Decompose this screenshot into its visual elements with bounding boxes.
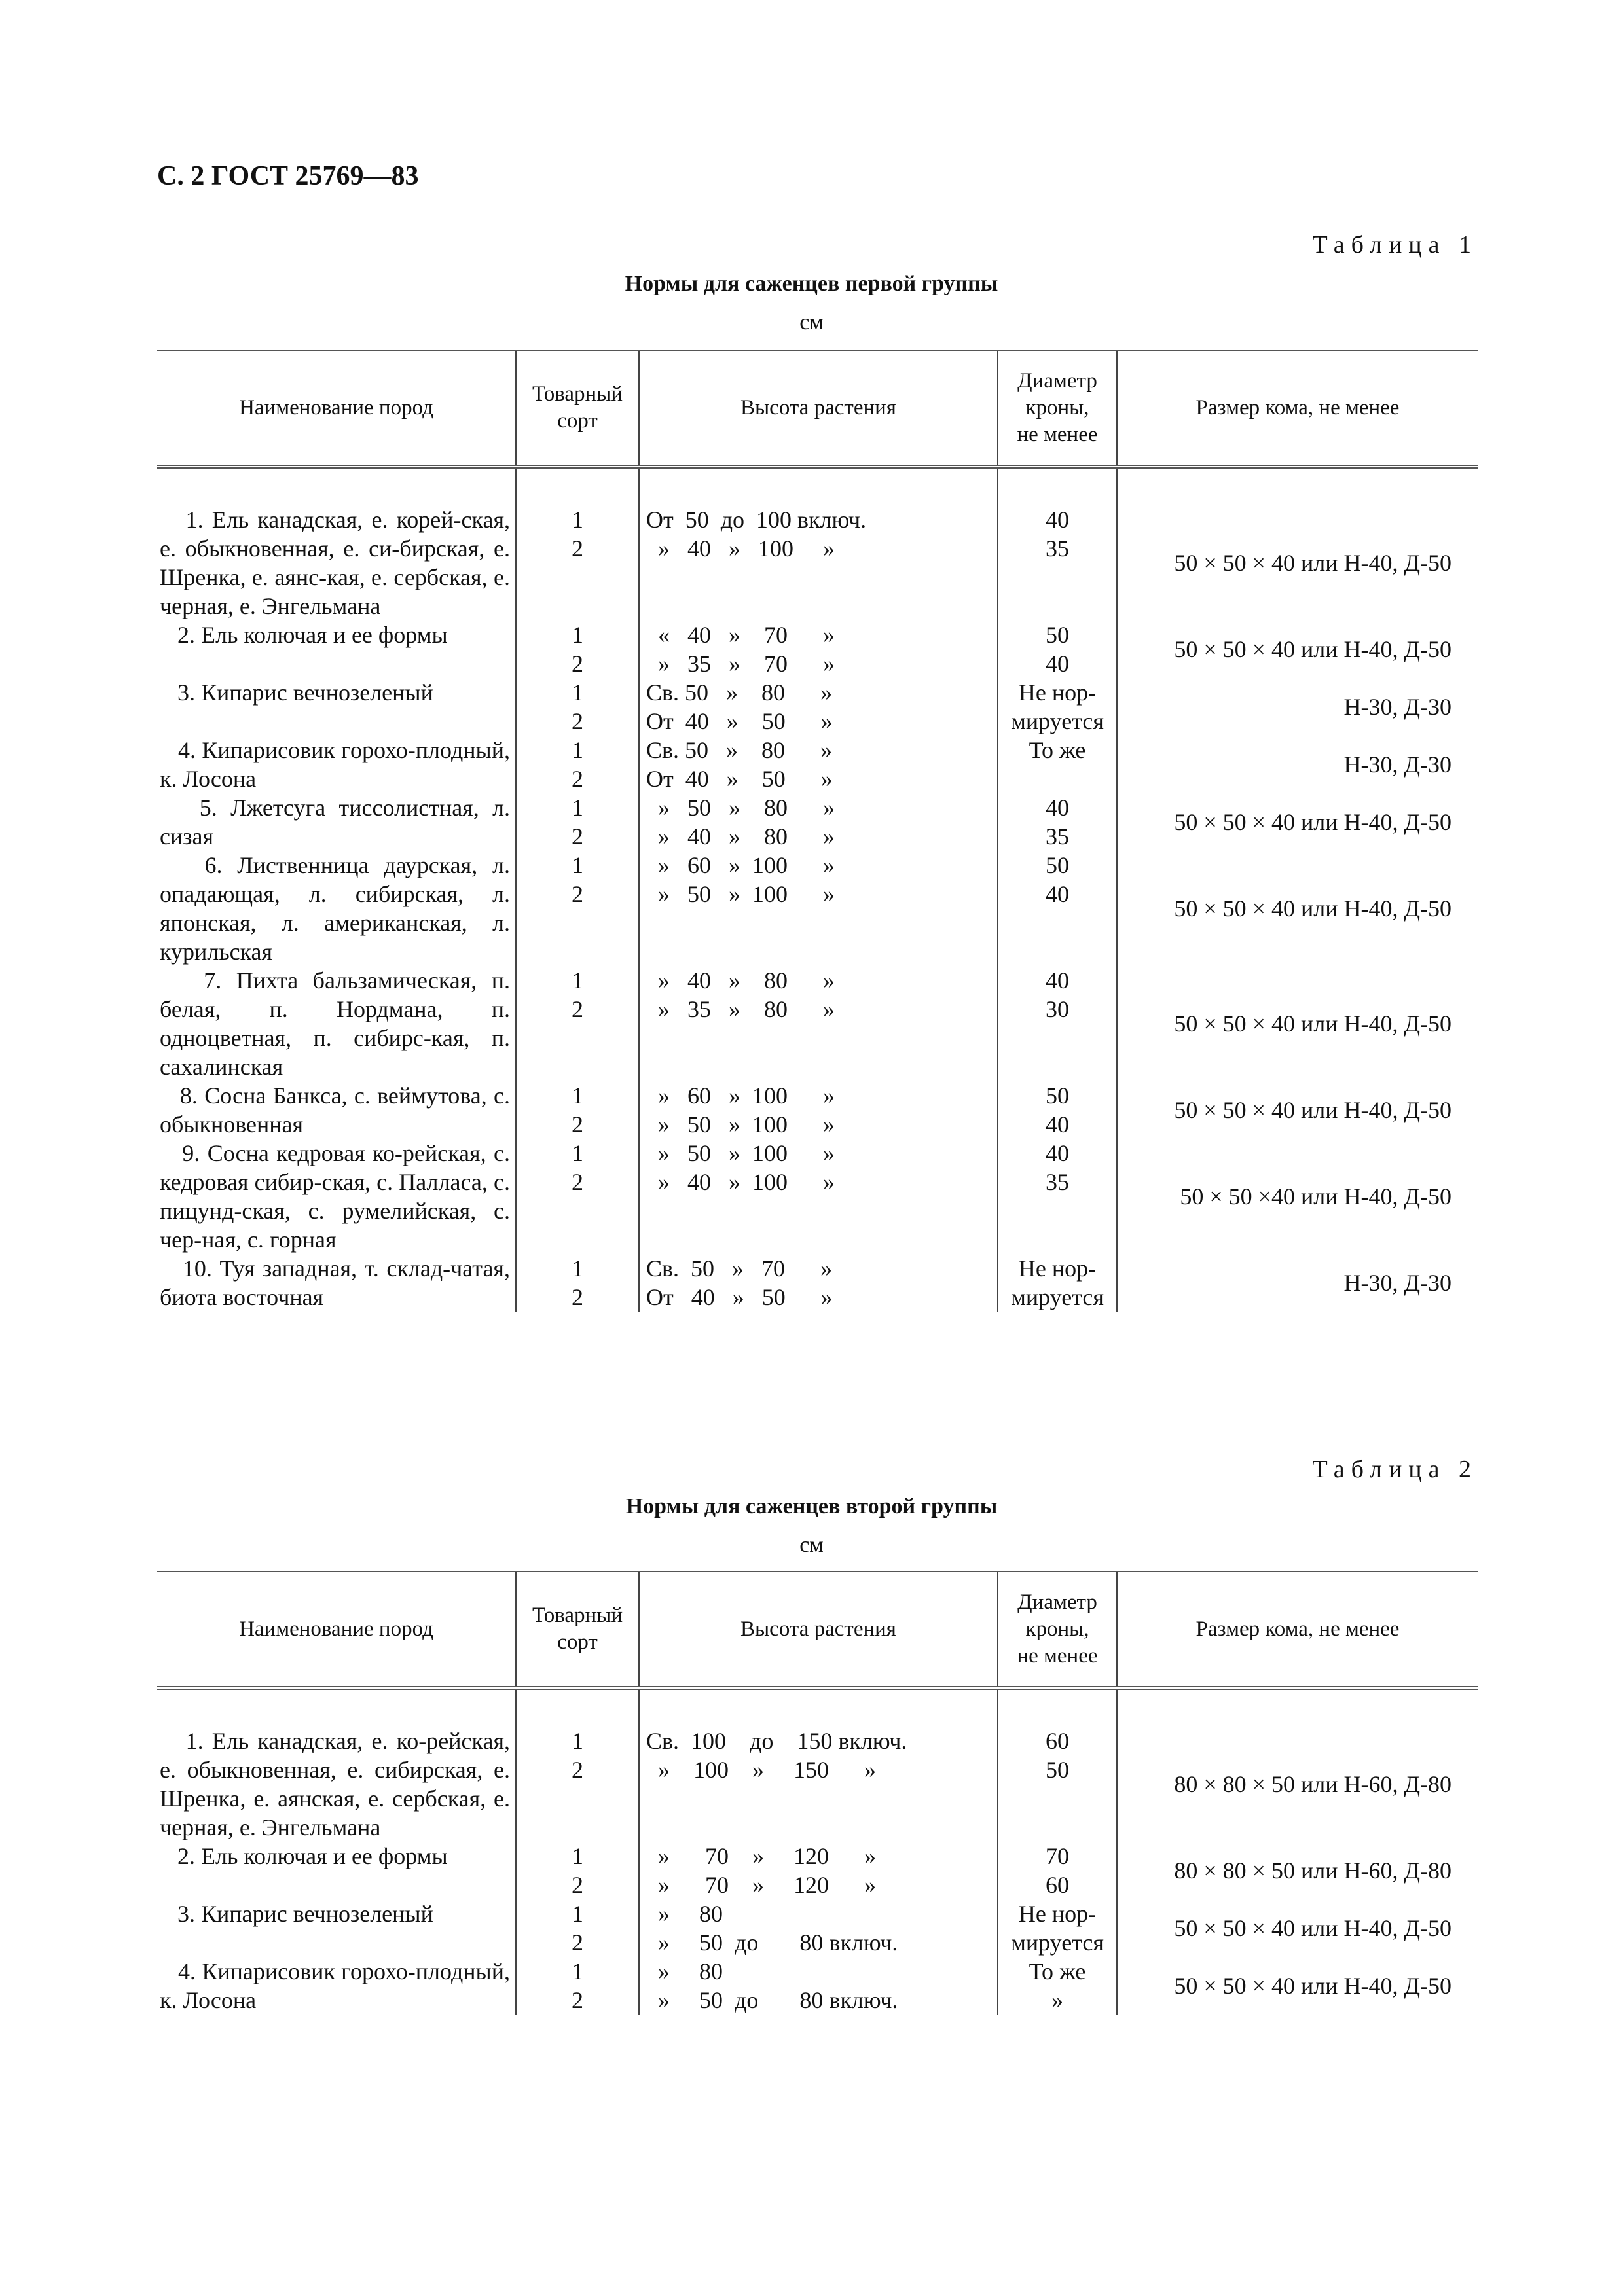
cell-height-line: » 35 » 80 »	[646, 996, 835, 1022]
cell-height-line: От 40 » 50 »	[646, 1284, 833, 1310]
cell-crown	[998, 1081, 1117, 1139]
cell-crown-line: 50	[1046, 852, 1069, 878]
cell-name: 9. Сосна кедровая ко-рейская, с. кедровая сибир-ская, с. Палласа, с. пицунд-ская, с. румелийская, с. чер-ная, с. горная	[160, 1140, 510, 1253]
cell-crown-line: 50	[1046, 1083, 1069, 1109]
cell-ball	[1117, 1957, 1478, 2015]
cell-sort-line: 2	[572, 1929, 583, 1956]
cell-ball	[1117, 620, 1478, 678]
cell-crown	[998, 1842, 1117, 1899]
cell-sort-line: 2	[572, 881, 583, 907]
table-row	[157, 1899, 1478, 1957]
cell-name: 10. Туя западная, т. склад-чатая, биота восточная	[160, 1255, 510, 1310]
cell-sort-line: 1	[572, 1083, 583, 1109]
cell-crown-line: Не нор-	[1018, 679, 1097, 706]
cell-height-line: » 70 » 120 »	[646, 1843, 876, 1869]
cell-sort-line: 1	[572, 507, 583, 533]
cell-crown	[998, 467, 1117, 620]
cell-crown-line: мируется	[1011, 1929, 1104, 1956]
cell-sort	[516, 1957, 639, 2015]
col-header-line: не менее	[1017, 1643, 1098, 1668]
cell-crown-line: Не нор-	[1018, 1901, 1097, 1927]
col-header-line: не менее	[1017, 422, 1098, 446]
cell-crown-line: 40	[1046, 795, 1069, 821]
col-header-line: Высота растения	[740, 395, 896, 420]
cell-ball-line: 80 × 80 × 50 или Н-60, Д-80	[1174, 1771, 1451, 1797]
cell-height	[639, 1957, 998, 2015]
cell-ball-line: 50 × 50 × 40 или Н-40, Д-50	[1174, 636, 1451, 662]
cell-sort-line: 2	[572, 1757, 583, 1783]
cell-height-line: « 40 » 70 »	[646, 622, 835, 648]
col-header-line: сорт	[557, 1630, 598, 1654]
cell-height-line: » 60 » 100 »	[646, 852, 835, 878]
cell-name: 1. Ель канадская, е. ко-рейская, е. обыкновенная, е. сибирская, е. Шренка, е. аянская, е. сербская, е. черная, е. Энгельмана	[160, 1728, 510, 1840]
cell-height-line: » 50 » 100 »	[646, 881, 835, 907]
cell-height-line: » 50 до 80 включ.	[646, 1987, 898, 2013]
cell-sort	[516, 1688, 639, 1842]
cell-height-line: » 80	[646, 1958, 723, 1984]
page-header: С. 2 ГОСТ 25769—83	[157, 161, 419, 191]
cell-crown-line: 60	[1046, 1728, 1069, 1754]
cell-sort-line: 1	[572, 852, 583, 878]
cell-height-line: » 80	[646, 1901, 723, 1927]
cell-ball	[1117, 467, 1478, 620]
cell-height	[639, 736, 998, 793]
col-header-line: Диаметр	[1017, 1590, 1097, 1614]
cell-sort-line: 2	[572, 1872, 583, 1898]
cell-crown	[998, 1688, 1117, 1842]
cell-ball	[1117, 793, 1478, 851]
cell-height	[639, 678, 998, 736]
cell-sort-line: 1	[572, 967, 583, 994]
col-header-sort	[516, 350, 639, 467]
cell-ball-line: Н-30, Д-30	[1343, 751, 1451, 778]
table-row	[157, 1688, 1478, 1842]
cell-ball	[1117, 736, 1478, 793]
cell-crown	[998, 1139, 1117, 1254]
cell-ball-line: Н-30, Д-30	[1343, 1270, 1451, 1296]
cell-name: 7. Пихта бальзамическая, п. белая, п. Нордмана, п. одноцветная, п. сибирс-кая, п. сахалинская	[160, 967, 510, 1080]
table-row	[157, 1957, 1478, 2015]
cell-sort-line: 1	[572, 1843, 583, 1869]
cell-crown-line: мируется	[1011, 708, 1104, 734]
cell-sort	[516, 467, 639, 620]
table-row	[157, 1254, 1478, 1312]
cell-height-line: Св. 50 » 70 »	[646, 1255, 833, 1282]
cell-name: 3. Кипарис вечнозеленый	[160, 1901, 433, 1927]
cell-crown-line: 40	[1046, 1111, 1069, 1138]
cell-name: 6. Лиственница даурская, л. опадающая, л. сибирская, л. японская, л. американская, л. курильская	[160, 852, 510, 965]
cell-sort-line: 1	[572, 737, 583, 763]
cell-height	[639, 620, 998, 678]
col-header-line: Наименование пород	[239, 1617, 433, 1641]
col-header-crown	[998, 350, 1117, 467]
cell-sort	[516, 736, 639, 793]
col-header-ball	[1117, 350, 1478, 467]
col-header-line: Диаметр	[1017, 368, 1097, 393]
cell-height	[639, 1081, 998, 1139]
cell-height-line: » 50 » 100 »	[646, 1111, 835, 1138]
cell-crown	[998, 1254, 1117, 1312]
cell-crown	[998, 620, 1117, 678]
cell-sort	[516, 851, 639, 966]
col-header-line: Товарный	[532, 1604, 623, 1627]
cell-sort-line: 1	[572, 1901, 583, 1927]
cell-height-line: От 40 » 50 »	[646, 766, 833, 792]
cell-height	[639, 966, 998, 1081]
cell-sort-line: 2	[572, 1987, 583, 2013]
cell-sort-line: 1	[572, 1255, 583, 1282]
cell-sort	[516, 620, 639, 678]
table-row	[157, 620, 1478, 678]
cell-crown	[998, 851, 1117, 966]
cell-sort-line: 2	[572, 651, 583, 677]
cell-sort	[516, 1081, 639, 1139]
cell-height	[639, 1899, 998, 1957]
col-header-line: Размер кома, не менее	[1195, 395, 1400, 420]
table-row	[157, 793, 1478, 851]
col-header-height	[639, 350, 998, 467]
cell-ball-line: 50 × 50 × 40 или Н-40, Д-50	[1174, 550, 1451, 576]
cell-height-line: » 50 до 80 включ.	[646, 1929, 898, 1956]
cell-sort-line: 1	[572, 1728, 583, 1754]
cell-crown-line: 30	[1046, 996, 1069, 1022]
cell-sort-line: 1	[572, 1958, 583, 1984]
cell-height	[639, 467, 998, 620]
cell-ball	[1117, 851, 1478, 966]
cell-ball-line: 50 × 50 ×40 или Н-40, Д-50	[1180, 1183, 1451, 1210]
cell-sort	[516, 1899, 639, 1957]
cell-sort	[516, 1139, 639, 1254]
cell-ball-line: 80 × 80 × 50 или Н-60, Д-80	[1174, 1857, 1451, 1884]
cell-height	[639, 851, 998, 966]
table-2-title: Нормы для саженцев второй группы	[625, 1494, 998, 1518]
cell-crown-line: 35	[1046, 535, 1069, 562]
cell-crown-line: »	[1051, 1987, 1063, 2013]
cell-ball-line: Н-30, Д-30	[1343, 694, 1451, 720]
col-header-line: кроны,	[1025, 1617, 1089, 1641]
cell-sort-line: 2	[572, 535, 583, 562]
cell-ball-line: 50 × 50 × 40 или Н-40, Д-50	[1174, 809, 1451, 835]
col-header-crown	[998, 1571, 1117, 1688]
cell-crown-line: Не нор-	[1018, 1255, 1097, 1282]
cell-ball-line: 50 × 50 × 40 или Н-40, Д-50	[1174, 1915, 1451, 1941]
cell-name: 5. Лжетсуга тиссолистная, л. сизая	[160, 795, 510, 850]
cell-crown-line: 50	[1046, 622, 1069, 648]
table-row	[157, 1842, 1478, 1899]
cell-height-line: » 40 » 100 »	[646, 1169, 835, 1195]
cell-ball	[1117, 1139, 1478, 1254]
cell-sort-line: 2	[572, 766, 583, 792]
cell-height-line: От 50 до 100 включ.	[646, 507, 867, 533]
cell-height-line: » 50 » 100 »	[646, 1140, 835, 1166]
cell-ball	[1117, 1842, 1478, 1899]
cell-ball	[1117, 1081, 1478, 1139]
cell-height-line: » 35 » 70 »	[646, 651, 835, 677]
table-row	[157, 1081, 1478, 1139]
cell-ball	[1117, 678, 1478, 736]
cell-height-line: Св. 100 до 150 включ.	[646, 1728, 907, 1754]
cell-sort-line: 1	[572, 795, 583, 821]
cell-crown	[998, 1957, 1117, 2015]
cell-name: 4. Кипарисовик горохо-плодный, к. Лосона	[160, 1958, 510, 2013]
cell-name: 4. Кипарисовик горохо-плодный, к. Лосона	[160, 737, 510, 792]
cell-height-line: » 40 » 80 »	[646, 967, 835, 994]
table-2-unit: см	[799, 1533, 824, 1557]
col-header-line: Размер кома, не менее	[1195, 1617, 1400, 1641]
table-row	[157, 966, 1478, 1081]
cell-crown-line: 35	[1046, 1169, 1069, 1195]
col-header-species	[157, 350, 516, 467]
cell-height-line: » 70 » 120 »	[646, 1872, 876, 1898]
cell-sort-line: 2	[572, 996, 583, 1022]
table-1-label: Таблица 1	[1312, 231, 1478, 259]
cell-height	[639, 1688, 998, 1842]
cell-height-line: » 40 » 100 »	[646, 535, 835, 562]
cell-crown-line: 70	[1046, 1843, 1069, 1869]
cell-crown-line: мируется	[1011, 1284, 1104, 1310]
cell-ball-line: 50 × 50 × 40 или Н-40, Д-50	[1174, 1011, 1451, 1037]
table-row	[157, 851, 1478, 966]
cell-height	[639, 1842, 998, 1899]
table-1-unit: см	[799, 310, 824, 334]
cell-crown-line: 40	[1046, 881, 1069, 907]
cell-crown-line: То же	[1029, 1958, 1086, 1984]
cell-crown-line: 60	[1046, 1872, 1069, 1898]
cell-crown-line: 40	[1046, 651, 1069, 677]
cell-height	[639, 1139, 998, 1254]
col-header-ball	[1117, 1571, 1478, 1688]
col-header-height	[639, 1571, 998, 1688]
table-1-title: Нормы для саженцев первой группы	[625, 272, 998, 296]
cell-height-line: Св. 50 » 80 »	[646, 737, 833, 763]
cell-ball	[1117, 966, 1478, 1081]
cell-sort-line: 1	[572, 622, 583, 648]
cell-crown-line: 50	[1046, 1757, 1069, 1783]
col-header-sort	[516, 1571, 639, 1688]
table-row	[157, 467, 1478, 620]
cell-crown-line: 40	[1046, 507, 1069, 533]
col-header-line: Наименование пород	[239, 395, 433, 420]
cell-height-line: Св. 50 » 80 »	[646, 679, 833, 706]
table-row	[157, 678, 1478, 736]
cell-height-line: От 40 » 50 »	[646, 708, 833, 734]
cell-height	[639, 1254, 998, 1312]
cell-ball-line: 50 × 50 × 40 или Н-40, Д-50	[1174, 1973, 1451, 1999]
cell-name: 2. Ель колючая и ее формы	[160, 1843, 448, 1869]
cell-height-line: » 60 » 100 »	[646, 1083, 835, 1109]
table-2	[157, 1571, 1478, 2015]
cell-height	[639, 793, 998, 851]
cell-sort	[516, 966, 639, 1081]
table-1	[157, 350, 1478, 1312]
cell-height-line: » 100 » 150 »	[646, 1757, 876, 1783]
cell-name: 1. Ель канадская, е. корей-ская, е. обыкновенная, е. си-бирская, е. Шренка, е. аянс-кая, е. сербская, е. черная, е. Энгельмана	[160, 507, 510, 619]
cell-name: 2. Ель колючая и ее формы	[160, 622, 448, 648]
cell-crown-line: 40	[1046, 1140, 1069, 1166]
cell-ball	[1117, 1688, 1478, 1842]
col-header-line: кроны,	[1025, 395, 1089, 420]
table-2-label: Таблица 2	[1312, 1456, 1478, 1483]
col-header-line: сорт	[557, 409, 598, 433]
cell-name: 8. Сосна Банкса, с. веймутова, с. обыкновенная	[160, 1083, 510, 1138]
cell-height-line: » 50 » 80 »	[646, 795, 835, 821]
cell-crown	[998, 736, 1117, 793]
cell-sort	[516, 1842, 639, 1899]
cell-crown	[998, 966, 1117, 1081]
table-row	[157, 736, 1478, 793]
cell-height-line: » 40 » 80 »	[646, 823, 835, 850]
cell-sort-line: 2	[572, 1284, 583, 1310]
cell-name: 3. Кипарис вечнозеленый	[160, 679, 433, 706]
cell-crown	[998, 1899, 1117, 1957]
cell-sort	[516, 793, 639, 851]
cell-sort-line: 2	[572, 708, 583, 734]
cell-ball-line: 50 × 50 × 40 или Н-40, Д-50	[1174, 895, 1451, 922]
col-header-species	[157, 1571, 516, 1688]
cell-sort-line: 2	[572, 1111, 583, 1138]
col-header-line: Высота растения	[740, 1617, 896, 1641]
cell-crown-line: То же	[1029, 737, 1086, 763]
cell-sort-line: 1	[572, 679, 583, 706]
table-row	[157, 1139, 1478, 1254]
cell-sort-line: 2	[572, 1169, 583, 1195]
cell-sort-line: 2	[572, 823, 583, 850]
cell-crown	[998, 793, 1117, 851]
col-header-line: Товарный	[532, 382, 623, 406]
cell-ball	[1117, 1254, 1478, 1312]
cell-sort-line: 1	[572, 1140, 583, 1166]
cell-crown-line: 35	[1046, 823, 1069, 850]
cell-sort	[516, 1254, 639, 1312]
cell-sort	[516, 678, 639, 736]
cell-ball-line: 50 × 50 × 40 или Н-40, Д-50	[1174, 1097, 1451, 1123]
cell-ball	[1117, 1899, 1478, 1957]
cell-crown-line: 40	[1046, 967, 1069, 994]
cell-crown	[998, 678, 1117, 736]
